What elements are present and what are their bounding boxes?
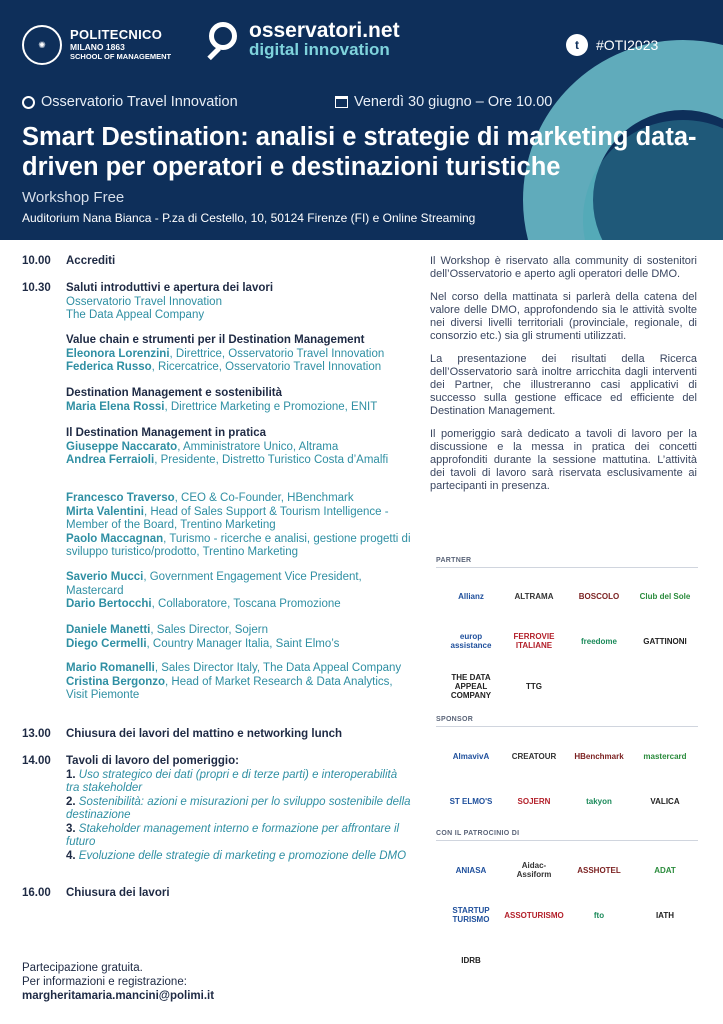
session-title: Destination Management e sostenibilità — [66, 387, 282, 399]
agenda-org: The Data Appeal Company — [66, 309, 205, 322]
speaker: Diego Cermelli, Country Manager Italia, Saint Elmo’s — [66, 637, 340, 650]
event-title: Smart Destination: analisi e strategie di marketing data-driven per operatori e destinazioni turistiche — [22, 123, 697, 182]
speaker: Cristina Bergonzo, Head of Market Research & Data Analytics, Visit Piemonte — [66, 675, 393, 702]
agenda-time: 14.00 — [22, 755, 51, 767]
sponsors-logo: CREATOUR — [511, 751, 557, 761]
divider — [436, 840, 698, 841]
speaker: Andrea Ferraioli, Presidente, Distretto Turistico Costa d’Amalfi — [66, 454, 389, 467]
partners-logo: BOSCOLO — [578, 591, 620, 601]
agenda-title: Chiusura dei lavori del mattino e networking lunch — [66, 728, 343, 740]
twitter-icon: t — [566, 34, 588, 56]
polimi-year: MILANO 1863 — [70, 42, 125, 53]
speaker: Paolo Maccagnan, Turismo - ricerche e analisi, gestione progetti di sviluppo turistico/prodotto, Trentino Marketing — [66, 532, 411, 559]
partners-logo: Club del Sole — [639, 591, 691, 601]
speaker: Francesco Traverso, CEO & Co-Founder, HBenchmark — [66, 492, 354, 504]
registration-info — [22, 962, 214, 1003]
magnifier-icon — [205, 20, 243, 58]
patrocinio-logo: fto — [593, 910, 605, 920]
hashtag-text: #OTI2023 — [596, 37, 659, 53]
polimi-school: SCHOOL OF MANAGEMENT — [70, 52, 172, 62]
sponsors-logo: AlmavivA — [452, 751, 490, 761]
intro-paragraph: Il Workshop è riservato alla community di sostenitori dell’Osservatorio e aperto agli operatori delle DMO. — [430, 255, 697, 280]
sponsors-logo: VALICA — [650, 796, 680, 806]
patrocinio-logo: ASSOTURISMO — [504, 910, 564, 920]
header-banner — [0, 0, 723, 240]
speaker: Eleonora Lorenzini, Direttrice, Osservatorio Travel Innovation — [66, 347, 385, 360]
partners-logo: europ assistance — [450, 632, 492, 650]
agenda-time: 10.30 — [22, 282, 51, 294]
calendar-icon — [335, 96, 348, 108]
partners-logo: ALTRAMA — [514, 591, 554, 601]
event-subtitle: Workshop Free — [22, 189, 125, 206]
agenda-time: 13.00 — [22, 728, 51, 740]
sponsors-logo: ST ELMO'S — [449, 796, 493, 806]
event-venue: Auditorium Nana Bianca - P.za di Cestello, 10, 50124 Firenze (FI) e Online Streaming — [22, 211, 476, 225]
polimi-logo — [22, 25, 171, 65]
speaker: Mario Romanelli, Sales Director Italy, The Data Appeal Company — [66, 662, 402, 674]
event-date: Venerdì 30 giugno – Ore 10.00 — [354, 94, 553, 110]
speaker: Maria Elena Rossi, Direttrice Marketing e Promozione, ENIT — [66, 400, 378, 413]
divider — [436, 567, 698, 568]
patrocinio-logo: ASSHOTEL — [577, 865, 621, 875]
patrocinio-logo: IATH — [655, 910, 675, 920]
osservatori-name: osservatori.net — [249, 19, 400, 42]
workshop-table: 3. Stakeholder management interno e formazione per affrontare il futuro — [66, 822, 400, 849]
sponsor-heading: SPONSOR — [436, 716, 474, 723]
divider — [436, 726, 698, 727]
partners-logo: Allianz — [458, 591, 484, 601]
agenda-time: 16.00 — [22, 887, 51, 899]
patrocinio-logo: STARTUP TURISMO — [452, 906, 490, 924]
speaker: Saverio Mucci, Government Engagement Vice President, Mastercard — [66, 571, 362, 597]
agenda-title: Accrediti — [66, 255, 116, 267]
partners-logo: FERROVIE ITALIANE — [513, 632, 555, 650]
observatory-name: Osservatorio Travel Innovation — [41, 94, 238, 110]
free-participation: Partecipazione gratuita. — [22, 962, 143, 974]
partners-logo: GATTINONI — [643, 636, 687, 646]
intro-text — [430, 255, 697, 503]
workshop-table: 1. Uso strategico dei dati (propri e di terze parti) e interoperabilità tra stakeholder — [66, 768, 398, 795]
agenda-title: Tavoli di lavoro del pomeriggio: — [66, 755, 239, 767]
patrocinio-logo: Aidac-Assiform — [516, 861, 552, 879]
partners-logo: THE DATA APPEAL COMPANY — [450, 672, 492, 700]
speaker: Federica Russo, Ricercatrice, Osservatorio Travel Innovation — [66, 361, 382, 374]
speaker: Mirta Valentini, Head of Sales Support & Tourism Intelligence - Member of the Board, Trentino Marketing — [66, 505, 389, 532]
speaker: Dario Bertocchi, Collaboratore, Toscana Promozione — [66, 598, 341, 611]
polimi-name: POLITECNICO — [70, 27, 163, 43]
contact-email-link[interactable]: margheritamaria.mancini@polimi.it — [22, 989, 215, 1002]
workshop-table: 2. Sostenibilità: azioni e misurazioni per lo sviluppo sostenibile della destinazione — [66, 795, 411, 822]
session-title: Value chain e strumenti per il Destination Management — [66, 334, 365, 346]
intro-paragraph: Nel corso della mattinata si parlerà della catena del valore delle DMO, approfondendo sia le attività svolte nei diversi livelli territoriali (provinciale, regionale, di consorzio etc.) sia gli strumenti utilizzati. — [430, 290, 697, 342]
workshop-table: 4. Evoluzione delle strategie di marketing e promozione delle DMO — [66, 849, 407, 862]
agenda-title: Chiusura dei lavori — [66, 887, 170, 899]
osservatori-logo — [205, 20, 400, 59]
info-label: Per informazioni e registrazione: — [22, 975, 187, 988]
session-title: Il Destination Management in pratica — [66, 427, 267, 439]
intro-paragraph: Il pomeriggio sarà dedicato a tavoli di lavoro per la discussione e la messa in pratica dei concetti approfonditi durante la sessione mattutina. L’attività dei tavoli di lavoro sarà riservata esclusivamente ai partecipanti in presenza. — [430, 427, 697, 492]
speaker: Daniele Manetti, Sales Director, Sojern — [66, 624, 268, 636]
search-icon — [22, 96, 35, 109]
agenda-org: Osservatorio Travel Innovation — [66, 295, 222, 308]
intro-paragraph: La presentazione dei risultati della Ricerca dell’Osservatorio sarà inoltre arricchita dagli interventi dei Partner, che illustreranno casi applicativi di successo sulla gestione efficace ed efficiente del Destination Management. — [430, 352, 697, 417]
twitter-hashtag[interactable] — [566, 34, 658, 56]
partner-heading: PARTNER — [436, 557, 472, 564]
sponsors-logo: SOJERN — [517, 796, 551, 806]
patrocinio-heading: CON IL PATROCINIO DI — [436, 830, 520, 837]
speaker: Giuseppe Naccarato, Amministratore Unico, Altrama — [66, 440, 339, 453]
patrocinio-logo: IDRB — [461, 955, 481, 965]
sponsors-logo: mastercard — [643, 751, 687, 761]
partners-logo: TTG — [526, 681, 542, 691]
patrocinio-logo: ANIASA — [455, 865, 487, 875]
polimi-seal-icon: ✺ — [22, 25, 62, 65]
osservatori-tagline: digital innovation — [249, 40, 390, 59]
patrocinio-logo: ADAT — [654, 865, 676, 875]
sponsors-logo: HBenchmark — [574, 751, 624, 761]
sponsors-logo: takyon — [586, 796, 612, 806]
agenda-title: Saluti introduttivi e apertura dei lavori — [66, 282, 274, 294]
partners-logo: freedome — [580, 636, 617, 646]
agenda-time: 10.00 — [22, 255, 51, 267]
